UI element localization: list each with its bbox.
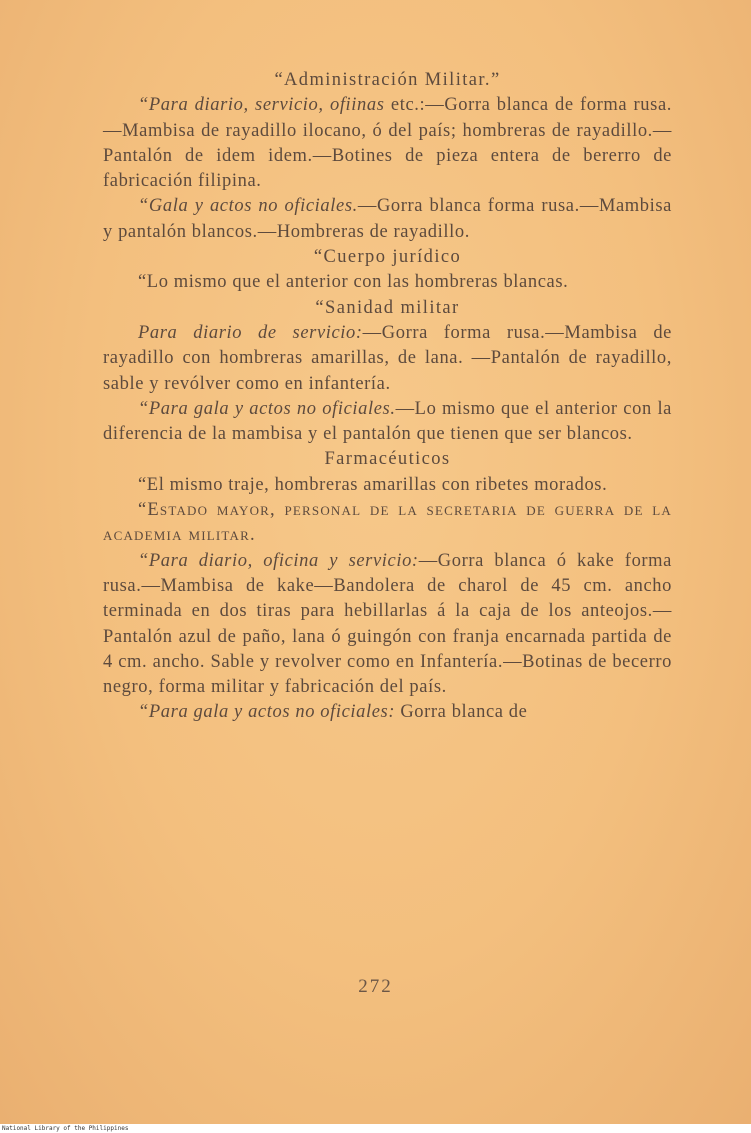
paragraph-body: Gorra blanca de (395, 702, 528, 723)
paragraph-farmaceuticos: “El mismo traje, hombreras amarillas con ribetes morados. (138, 474, 608, 495)
paragraph-lead: “Para gala y actos no oficiales. (138, 398, 396, 419)
paragraph-administracion-diario (103, 93, 672, 194)
heading-estado-mayor: “Estado mayor, personal de la secretaria de guerra de la academia militar. (103, 500, 672, 546)
paragraph-estado-mayor-gala (103, 700, 672, 725)
paragraph-lead: “Para gala y actos no oficiales: (138, 702, 396, 723)
paragraph-lead: “Gala y actos no oficiales. (138, 196, 358, 217)
paragraph-lead: “Para diario, servicio, ofiinas (138, 95, 385, 116)
heading-sanidad-militar: “Sanidad militar (315, 297, 460, 318)
paragraph-body: —Gorra blanca ó kake forma rusa.—Mambisa de kake—Bandolera de charol de 45 cm. ancho terminada en dos tiras para hebillarlas á la caja de los anteojos.—Pantalón azul de paño, lana ó guingón con franja encarnada partida de 4 cm. ancho. Sable y revolver como en Infantería.—Botinas de becerro negro, forma militar y fabricación del país. (103, 550, 672, 698)
paragraph-estado-mayor-diario (103, 549, 672, 701)
paragraph-lead: “Para diario, oficina y servicio: (138, 550, 419, 571)
paragraph-body: —Gorra blanca forma rusa.—Mambisa y pantalón blancos.—Hombreras de rayadillo. (103, 196, 672, 242)
paragraph-lead: Para diario de servicio: (138, 322, 363, 343)
paragraph-body: etc.:—Gorra blanca de forma rusa.—Mambisa de rayadillo ilocano, ó del país; hombreras de rayadillo.—Pantalón de idem idem.—Botines de pieza entera de bererro de fabricación filipina. (103, 95, 672, 192)
heading-cuerpo-juridico: “Cuerpo jurídico (313, 247, 462, 268)
library-credit: National Library of the Philippines (2, 1125, 129, 1132)
paragraph-administracion-gala (103, 194, 672, 245)
paragraph-cuerpo-juridico: “Lo mismo que el anterior con las hombreras blancas. (138, 272, 569, 293)
paragraph-body: —Gorra forma rusa.—Mambisa de rayadillo con hombreras amarillas, de lana. —Pantalón de rayadillo, sable y revólver como en infantería. (103, 322, 672, 394)
paragraph-body: —Lo mismo que el anterior con la diferencia de la mambisa y el pantalón que tienen que ser blancos. (103, 398, 672, 445)
heading-administracion-militar: “Administración Militar.” (274, 70, 501, 90)
paragraph-sanidad-diario (103, 321, 672, 397)
heading-farmaceuticos: Farmacéuticos (324, 449, 451, 470)
page-body (103, 68, 672, 726)
paragraph-sanidad-gala (103, 397, 672, 448)
page-number: 272 (358, 976, 393, 997)
